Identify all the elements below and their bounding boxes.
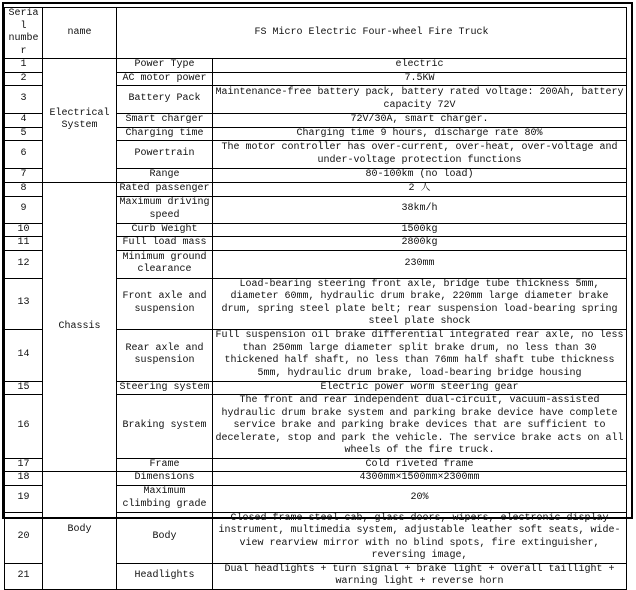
serial-cell: 13 [5,278,43,329]
value-cell: 20% [213,485,627,512]
category-cell-body: Body [43,472,117,590]
serial-cell: 14 [5,329,43,381]
attribute-cell: Minimum ground clearance [117,250,213,278]
serial-cell: 2 [5,72,43,86]
category-cell-electrical-system: Electrical System [43,59,117,183]
value-cell: 2 人 [213,182,627,196]
attribute-cell: Front axle and suspension [117,278,213,329]
value-cell: 72V/30A, smart charger. [213,114,627,128]
attribute-cell: AC motor power [117,72,213,86]
value-cell: The motor controller has over-current, over-heat, over-voltage and under-voltage protection functions [213,141,627,169]
value-cell: 80-100km (no load) [213,169,627,183]
attribute-cell: Full load mass [117,237,213,251]
serial-cell: 9 [5,196,43,223]
attribute-cell: Maximum climbing grade [117,485,213,512]
serial-cell: 15 [5,381,43,395]
value-cell: 7.5KW [213,72,627,86]
serial-cell: 8 [5,182,43,196]
serial-cell: 19 [5,485,43,512]
serial-cell: 17 [5,458,43,472]
value-cell: Closed frame steel cab, glass doors, wipers, electronic display instrument, multimedia system, adjustable leather soft seats, wide-view rearview mirror with no blind spots, fire extinguisher, reversing image, [213,512,627,563]
value-cell: Electric power worm steering gear [213,381,627,395]
attribute-cell: Smart charger [117,114,213,128]
value-cell: Cold riveted frame [213,458,627,472]
table-row [5,472,627,486]
attribute-cell: Curb Weight [117,223,213,237]
attribute-cell: Powertrain [117,141,213,169]
attribute-cell: Power Type [117,59,213,73]
attribute-cell: Frame [117,458,213,472]
value-cell: Load-bearing steering front axle, bridge tube thickness 5mm, diameter 60mm, hydraulic drum brake, 220mm large diameter brake drum, spring steel plate belt; rear suspension load-bearing spring steel plate shock [213,278,627,329]
table-row [5,182,627,196]
table-outer-border [2,2,633,587]
value-cell: Full suspension oil brake differential integrated rear axle, no less than 250mm large diameter split brake drum, no less than 30 thickened half shaft, no less than 76mm half shaft tube thickness 5mm, hydraulic drum brake, load-bearing bridge housing [213,329,627,381]
attribute-cell: Range [117,169,213,183]
value-cell: Dual headlights + turn signal + brake light + overall taillight + warning light + reverse horn [213,563,627,589]
attribute-cell: Charging time [117,127,213,141]
serial-cell: 11 [5,237,43,251]
table-title: FS Micro Electric Four-wheel Fire Truck [117,8,627,59]
serial-cell: 16 [5,395,43,459]
attribute-cell: Rear axle and suspension [117,329,213,381]
table-row [5,59,627,73]
value-cell: 2800kg [213,237,627,251]
serial-cell: 20 [5,512,43,563]
value-cell: The front and rear independent dual-circuit, vacuum-assisted hydraulic drum brake system and parking brake device have complete service brake and parking brake devices that are sufficient to decelerate, stop and park the vehicle. The service brake acts on all wheels of the fire truck. [213,395,627,459]
value-cell: 1500kg [213,223,627,237]
serial-cell: 3 [5,86,43,114]
header-name: name [43,8,117,59]
serial-cell: 12 [5,250,43,278]
serial-cell: 4 [5,114,43,128]
value-cell: Maintenance-free battery pack, battery rated voltage: 200Ah, battery capacity 72V [213,86,627,114]
value-cell: electric [213,59,627,73]
serial-cell: 7 [5,169,43,183]
serial-cell: 18 [5,472,43,486]
serial-cell: 1 [5,59,43,73]
attribute-cell: Steering system [117,381,213,395]
attribute-cell: Headlights [117,563,213,589]
category-cell-chassis: Chassis [43,182,117,472]
value-cell: 4300mm×1500mm×2300mm [213,472,627,486]
value-cell: Charging time 9 hours, discharge rate 80% [213,127,627,141]
attribute-cell: Rated passenger [117,182,213,196]
spec-table [4,7,627,590]
attribute-cell: Dimensions [117,472,213,486]
attribute-cell: Battery Pack [117,86,213,114]
value-cell: 230mm [213,250,627,278]
serial-cell: 21 [5,563,43,589]
serial-cell: 10 [5,223,43,237]
value-cell: 38km/h [213,196,627,223]
serial-cell: 6 [5,141,43,169]
header-row [5,8,627,59]
header-serial-number: Serial number [5,8,43,59]
attribute-cell: Maximum driving speed [117,196,213,223]
serial-cell: 5 [5,127,43,141]
attribute-cell: Body [117,512,213,563]
attribute-cell: Braking system [117,395,213,459]
